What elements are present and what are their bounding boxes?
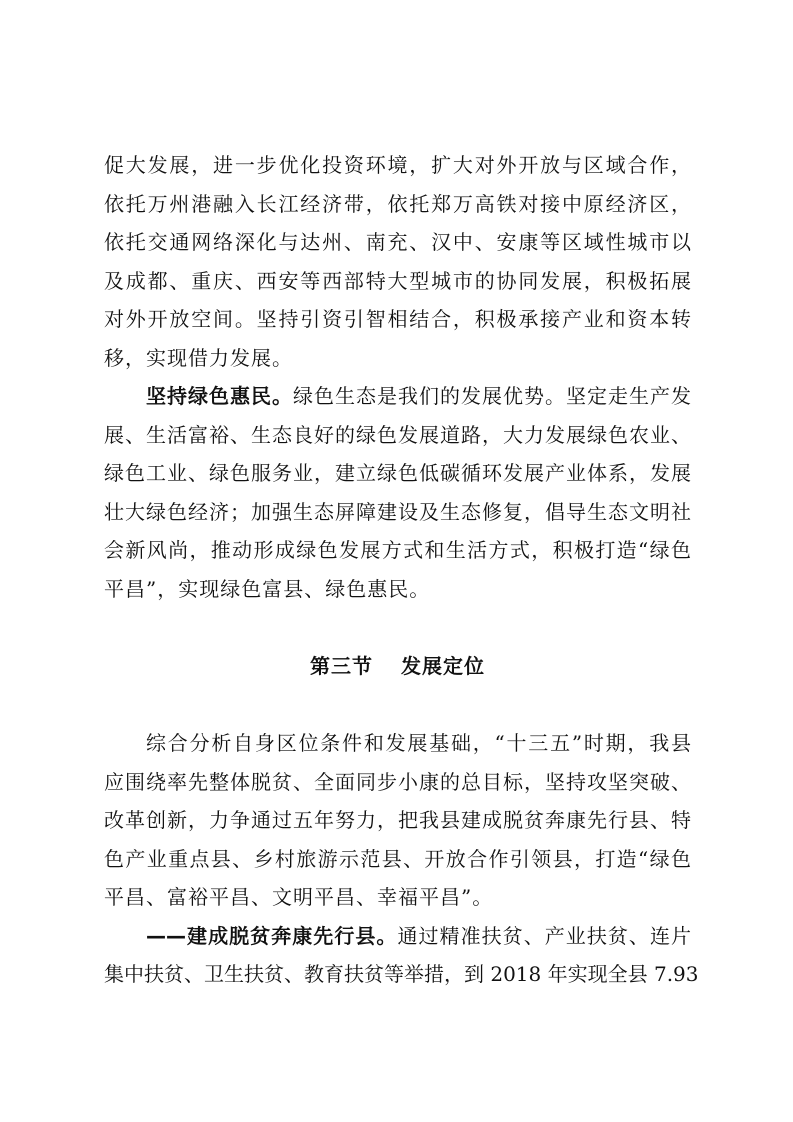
bold-lead: ——建成脱贫奔康先行县。 — [146, 923, 398, 948]
text-span: 绿色生态是我们的发展优势。坚定走生产发 — [293, 384, 691, 408]
text-span: 通过精准扶贫、产业扶贫、连片 — [397, 923, 692, 948]
text-line — [104, 377, 691, 416]
section-title: 发展定位 — [401, 654, 485, 678]
paragraph-open-development — [104, 146, 691, 377]
text-line: 对外开放空间。坚持引资引智相结合，积极承接产业和资本转 — [104, 307, 691, 331]
paragraph-positioning — [104, 724, 691, 917]
section-heading — [104, 646, 691, 686]
text-line: 展、生活富裕、生态良好的绿色发展道路，大力发展绿色农业、 — [104, 422, 691, 447]
text-line — [104, 917, 691, 956]
text-line: 综合分析自身区位条件和发展基础，“十三五”时期，我县 — [146, 731, 691, 755]
paragraph-poverty-alleviation — [104, 917, 699, 994]
text-line: 促大发展，进一步优化投资环境，扩大对外开放与区域合作， — [104, 153, 691, 177]
text-line: 改革创新，力争通过五年努力，把我县建成脱贫奔康先行县、特 — [104, 808, 691, 832]
text-line: 壮大绿色经济；加强生态屏障建设及生态修复，倡导生态文明社 — [104, 499, 691, 524]
text-line: 会新风尚，推动形成绿色发展方式和生活方式，积极打造“绿色 — [104, 538, 691, 562]
text-line: 平昌、富裕平昌、文明平昌、幸福平昌”。 — [104, 885, 494, 909]
bold-lead: 坚持绿色惠民。 — [146, 384, 293, 408]
text-line: 移，实现借力发展。 — [104, 345, 293, 370]
text-line: 依托交通网络深化与达州、南充、汉中、安康等区域性城市以 — [104, 230, 691, 254]
text-line: 依托万州港融入长江经济带，依托郑万高铁对接中原经济区， — [104, 191, 691, 216]
text-line: 应围绕率先整体脱贫、全面同步小康的总目标，坚持攻坚突破、 — [104, 769, 691, 794]
document-page — [104, 146, 699, 994]
paragraph-green-benefit — [104, 377, 691, 608]
text-line: 色产业重点县、乡村旅游示范县、开放合作引领县，打造“绿色 — [104, 846, 691, 871]
text-line: 绿色工业、绿色服务业，建立绿色低碳循环发展产业体系，发展 — [104, 461, 691, 485]
text-line: 及成都、重庆、西安等西部特大型城市的协同发展，积极拓展 — [104, 268, 691, 293]
text-line: 平昌”，实现绿色富县、绿色惠民。 — [104, 576, 431, 601]
text-line: 集中扶贫、卫生扶贫、教育扶贫等举措，到 2018 年实现全县 7.93 — [104, 962, 699, 986]
section-number: 第三节 — [310, 654, 373, 678]
